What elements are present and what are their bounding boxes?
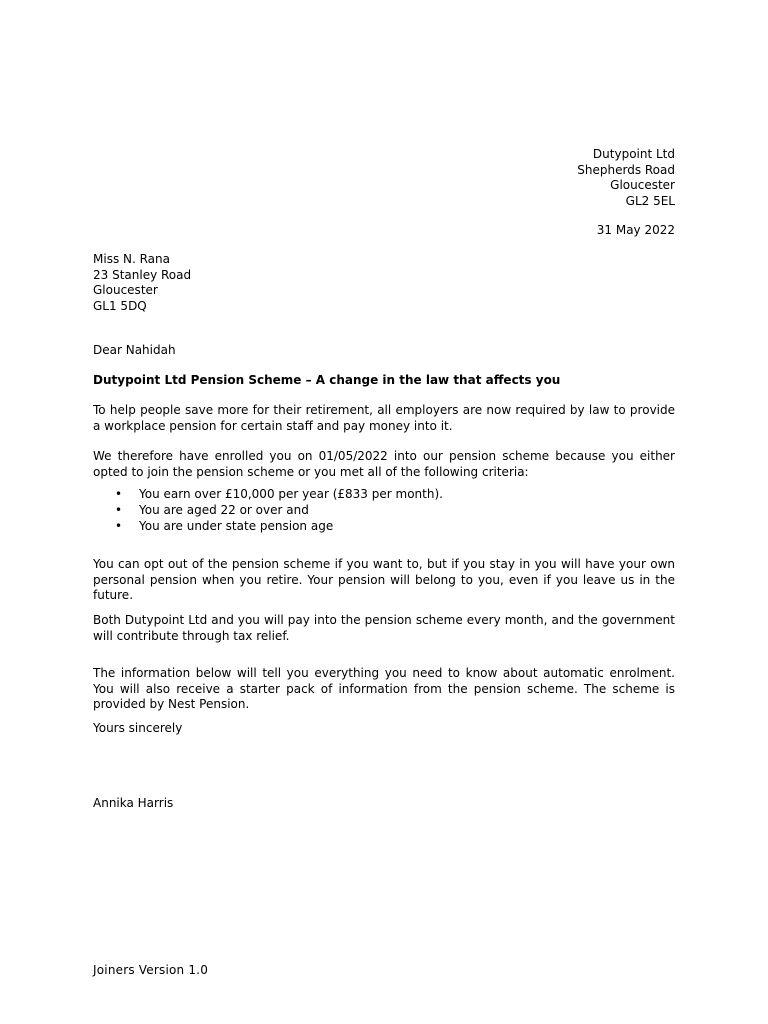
sender-postcode: GL2 5EL [625, 193, 675, 208]
list-item [93, 487, 675, 503]
recipient-city: Gloucester [93, 283, 158, 297]
bullet-icon: • [115, 502, 123, 517]
list-item [93, 519, 675, 535]
signer-name: Annika Harris [93, 796, 174, 810]
paragraph-contributions: Both Dutypoint Ltd and you will pay into the pension scheme every month, and the government will contribute through tax relief. [93, 613, 675, 643]
recipient-postcode: GL1 5DQ [93, 298, 147, 313]
sender-address [577, 147, 675, 209]
bullet-icon: • [115, 487, 123, 501]
recipient-street: 23 Stanley Road [93, 267, 192, 282]
criteria-item-pension-age: You are under state pension age [139, 518, 334, 533]
paragraph-intro: To help people save more for their retirement, all employers are now required by law to provide a workplace pension for certain staff and pay money into it. [93, 403, 675, 433]
bullet-icon: • [115, 518, 123, 533]
closing: Yours sincerely [93, 721, 183, 735]
footer-version: Joiners Version 1.0 [93, 963, 209, 977]
sender-street: Shepherds Road [577, 162, 675, 177]
recipient-name: Miss N. Rana [93, 252, 170, 266]
recipient-address [93, 252, 191, 314]
paragraph-enrolment: We therefore have enrolled you on 01/05/2022 into our pension scheme because you either opted to join the pension scheme or you met all of the following criteria: [93, 449, 675, 479]
list-item [93, 503, 675, 519]
paragraph-opt-out: You can opt out of the pension scheme if you want to, but if you stay in you will have your own personal pension when you retire. Your pension will belong to you, even if you leave us in the future. [93, 557, 675, 602]
salutation: Dear Nahidah [93, 343, 176, 357]
criteria-list [93, 487, 675, 534]
letter-date: 31 May 2022 [596, 223, 675, 237]
sender-company: Dutypoint Ltd [592, 147, 675, 161]
paragraph-information: The information below will tell you everything you need to know about automatic enrolment. You will also receive a starter pack of information from the pension scheme. The scheme is provided by Nest Pension. [93, 666, 675, 711]
sender-city: Gloucester [610, 178, 675, 192]
criteria-item-age: You are aged 22 or over and [139, 502, 309, 517]
subject-line: Dutypoint Ltd Pension Scheme – A change in the law that affects you [93, 373, 561, 387]
criteria-item-earnings: You earn over £10,000 per year (£833 per month). [139, 487, 443, 501]
